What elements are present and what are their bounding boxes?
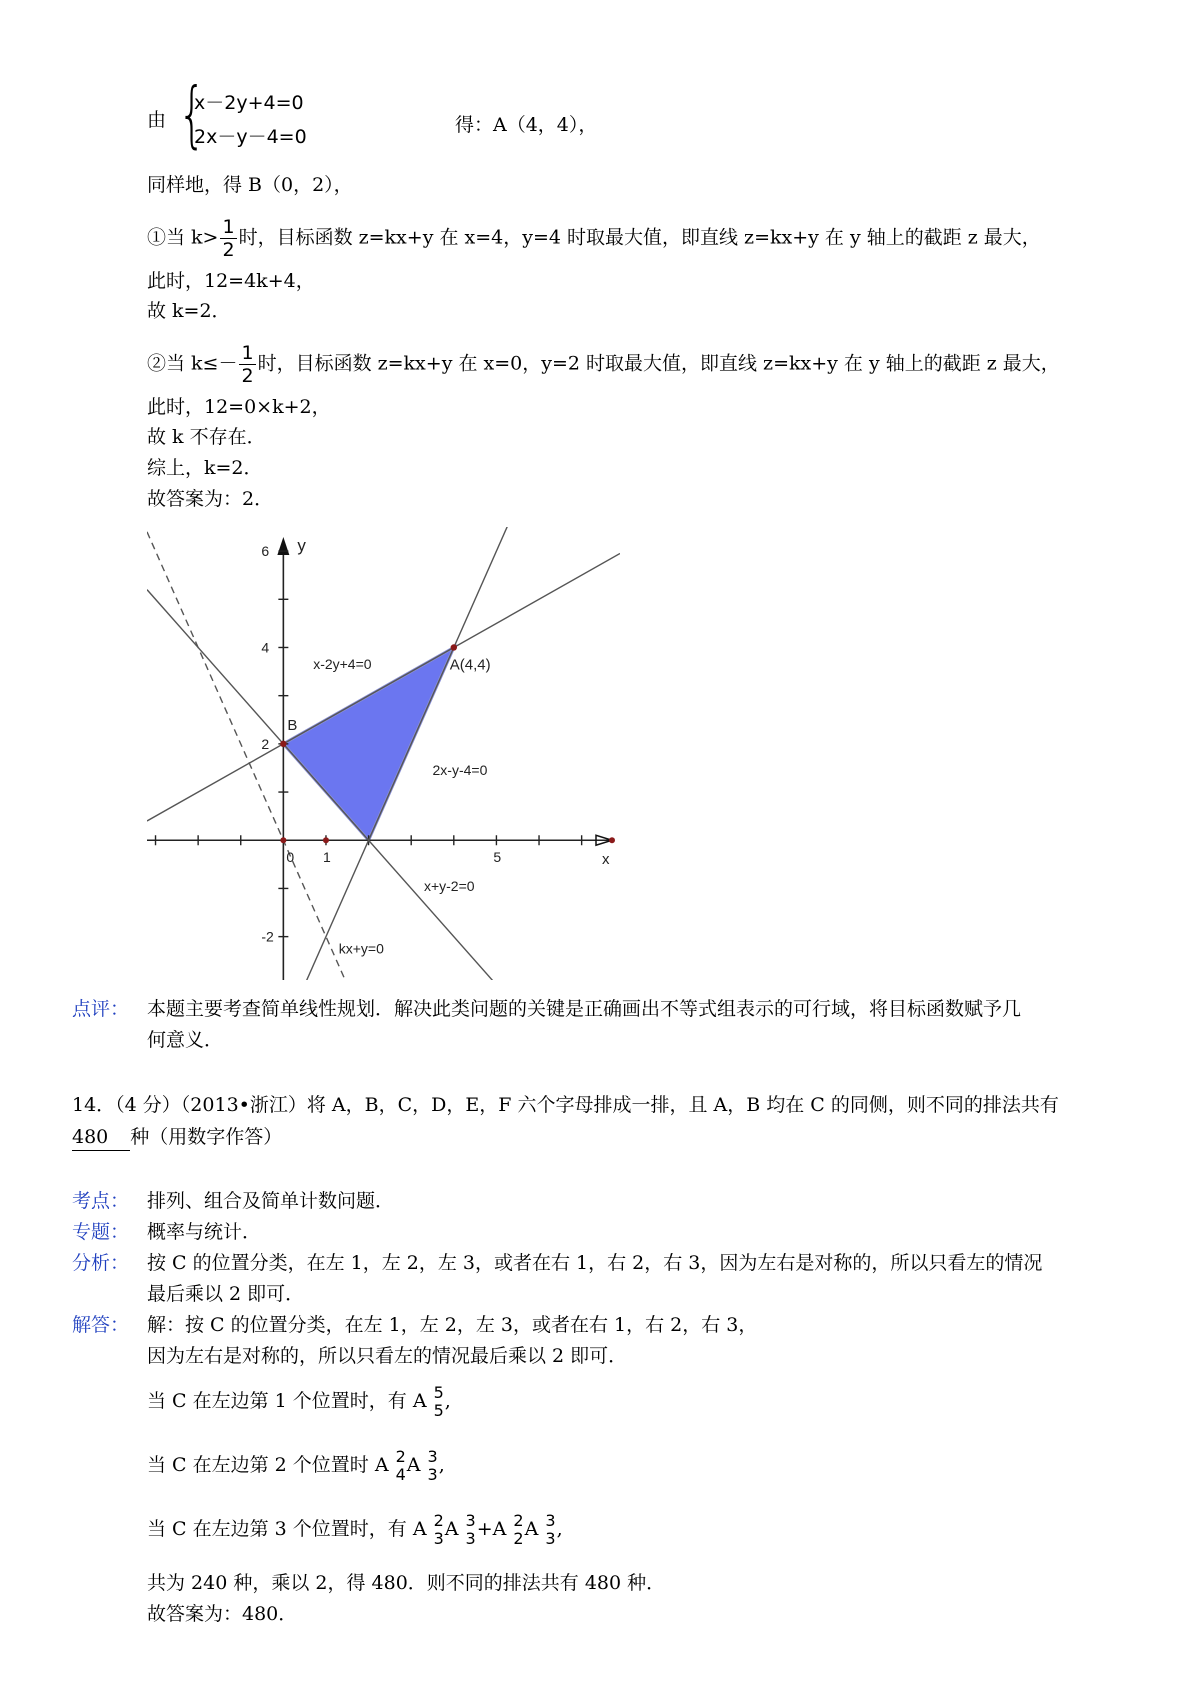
system-result: 得：A（4，4）， — [455, 114, 598, 136]
y-tick-label: -2 — [261, 928, 274, 945]
system-eq2: 2x－y－4=0 — [194, 126, 307, 148]
point-label-A: A(4,4) — [449, 656, 491, 674]
case1-prefix: ①当 k> — [147, 226, 219, 249]
y-tick-label: 2 — [261, 735, 270, 752]
case1-fraction — [220, 216, 236, 261]
zhuanti-text: 概率与统计． — [147, 1221, 262, 1243]
q14-line1: 14．（4 分）（2013•浙江）将 A，B，C，D，E，F 六个字母排成一排，且 A，B 均在 C 的同侧，则不同的排法共有 — [72, 1094, 1059, 1116]
line-label-x+y-2=0: x+y-2=0 — [423, 877, 475, 894]
case1-line — [147, 216, 1041, 261]
y-tick-label: 4 — [261, 639, 270, 656]
kaodian-label: 考点： — [72, 1190, 130, 1212]
case1-line3: 故 k=2． — [147, 300, 231, 322]
case2-line2: 此时，12=0×k+2， — [147, 396, 331, 418]
frac-numerator: 1 — [222, 216, 235, 238]
perm-a42: 2 4 — [395, 1447, 406, 1484]
pos1-text: 当 C 在左边第 1 个位置时，有 A — [147, 1390, 427, 1412]
pos3-text: 当 C 在左边第 3 个位置时，有 A — [147, 1518, 427, 1540]
line-label-x-2y+4=0: x-2y+4=0 — [313, 656, 372, 673]
x-tick-label: 1 — [322, 849, 331, 866]
perm-a55: 5 5 — [433, 1383, 444, 1420]
jieda-label: 解答： — [72, 1314, 130, 1336]
kaodian-text: 排列、组合及简单计数问题． — [147, 1190, 395, 1212]
point-marker — [280, 741, 286, 747]
pos2-text: 当 C 在左边第 2 个位置时 A — [147, 1454, 389, 1476]
origin-marker — [280, 837, 286, 843]
line-label-kx+y=0: kx+y=0 — [338, 940, 384, 957]
x-axis-label: x — [602, 851, 610, 869]
jieda-line1: 解：按 C 的位置分类，在左 1，左 2，左 3，或者在右 1，右 2，右 3， — [147, 1314, 758, 1336]
point-label-B: B — [287, 716, 298, 734]
frac-denominator: 2 — [241, 365, 254, 387]
x-axis-end-dot — [609, 837, 615, 843]
summary-line: 综上，k=2． — [147, 457, 263, 479]
case1-line2: 此时，12=4k+4， — [147, 270, 315, 292]
perm-a22: 2 2 — [513, 1511, 524, 1548]
frac-denominator: 2 — [222, 239, 235, 261]
perm-a33: 3 3 — [545, 1511, 556, 1548]
point-marker — [451, 644, 457, 650]
case2-line3: 故 k 不存在． — [147, 426, 266, 448]
fenxi-label: 分析： — [72, 1252, 130, 1274]
q14-line2-suffix: 种（用数字作答） — [130, 1126, 283, 1148]
case2-line — [147, 342, 1060, 387]
x1-marker — [323, 837, 329, 843]
comment-line2: 何意义． — [147, 1029, 224, 1051]
system-prefix: 由 — [147, 109, 167, 131]
feasible-region — [283, 647, 453, 840]
fenxi-line1: 按 C 的位置分类，在左 1，左 2，左 3，或者在右 1，右 2，右 3，因为左右是对称的，所以只看左的情况 — [147, 1252, 1043, 1274]
comment-line1: 本题主要考查简单线性规划．解决此类问题的关键是正确画出不等式组表示的可行域，将目标函数赋予几 — [147, 998, 1022, 1020]
zhuanti-label: 专题： — [72, 1221, 130, 1243]
comment-label: 点评： — [72, 998, 130, 1020]
perm-a33: 3 3 — [465, 1511, 476, 1548]
case2-fraction — [239, 342, 255, 387]
y-axis-label: y — [297, 536, 306, 555]
feasible-region-diagram — [147, 527, 620, 980]
answer-blank: 480 — [72, 1124, 130, 1151]
x-tick-label: 5 — [493, 849, 502, 866]
q14-line2 — [72, 1124, 282, 1151]
frac-numerator: 1 — [241, 342, 254, 364]
case1-suffix: 时，目标函数 z=kx+y 在 x=4，y=4 时取最大值，即直线 z=kx+y 在 y 轴上的截距 z 最大， — [238, 226, 1041, 249]
pos1-line: 当 C 在左边第 1 个位置时，有 A 5 5 , — [147, 1383, 451, 1420]
x-tick-label: 0 — [286, 849, 295, 866]
equation-system — [147, 72, 598, 156]
perm-a33: 3 3 — [427, 1447, 438, 1484]
case2-prefix: ②当 k≤－ — [147, 352, 238, 375]
pos2-line: 当 C 在左边第 2 个位置时 A 2 4 A 3 3 , — [147, 1447, 445, 1484]
jieda-line2: 因为左右是对称的，所以只看左的情况最后乘以 2 即可． — [147, 1345, 628, 1367]
final-line: 故答案为：480． — [147, 1603, 298, 1625]
line-label-2x-y-4=0: 2x-y-4=0 — [432, 762, 488, 779]
fenxi-line2: 最后乘以 2 即可． — [147, 1283, 305, 1305]
answer-line: 故答案为：2． — [147, 488, 274, 510]
system-eq1: x－2y+4=0 — [194, 92, 304, 114]
pos3-line: 当 C 在左边第 3 个位置时，有 A 2 3 A 3 3 +A 2 2 A 3 3 , — [147, 1511, 563, 1548]
case2-suffix: 时，目标函数 z=kx+y 在 x=0，y=2 时取最大值，即直线 z=kx+y 在 y 轴上的截距 z 最大， — [257, 352, 1060, 375]
y-axis-arrow — [277, 537, 289, 555]
left-brace: { — [178, 72, 206, 156]
line-b: 同样地，得 B（0，2）， — [147, 174, 353, 196]
total-line: 共为 240 种，乘以 2，得 480．则不同的排法共有 480 种． — [147, 1572, 666, 1594]
y-tick-label: 6 — [261, 543, 270, 560]
perm-a32: 2 3 — [433, 1511, 444, 1548]
